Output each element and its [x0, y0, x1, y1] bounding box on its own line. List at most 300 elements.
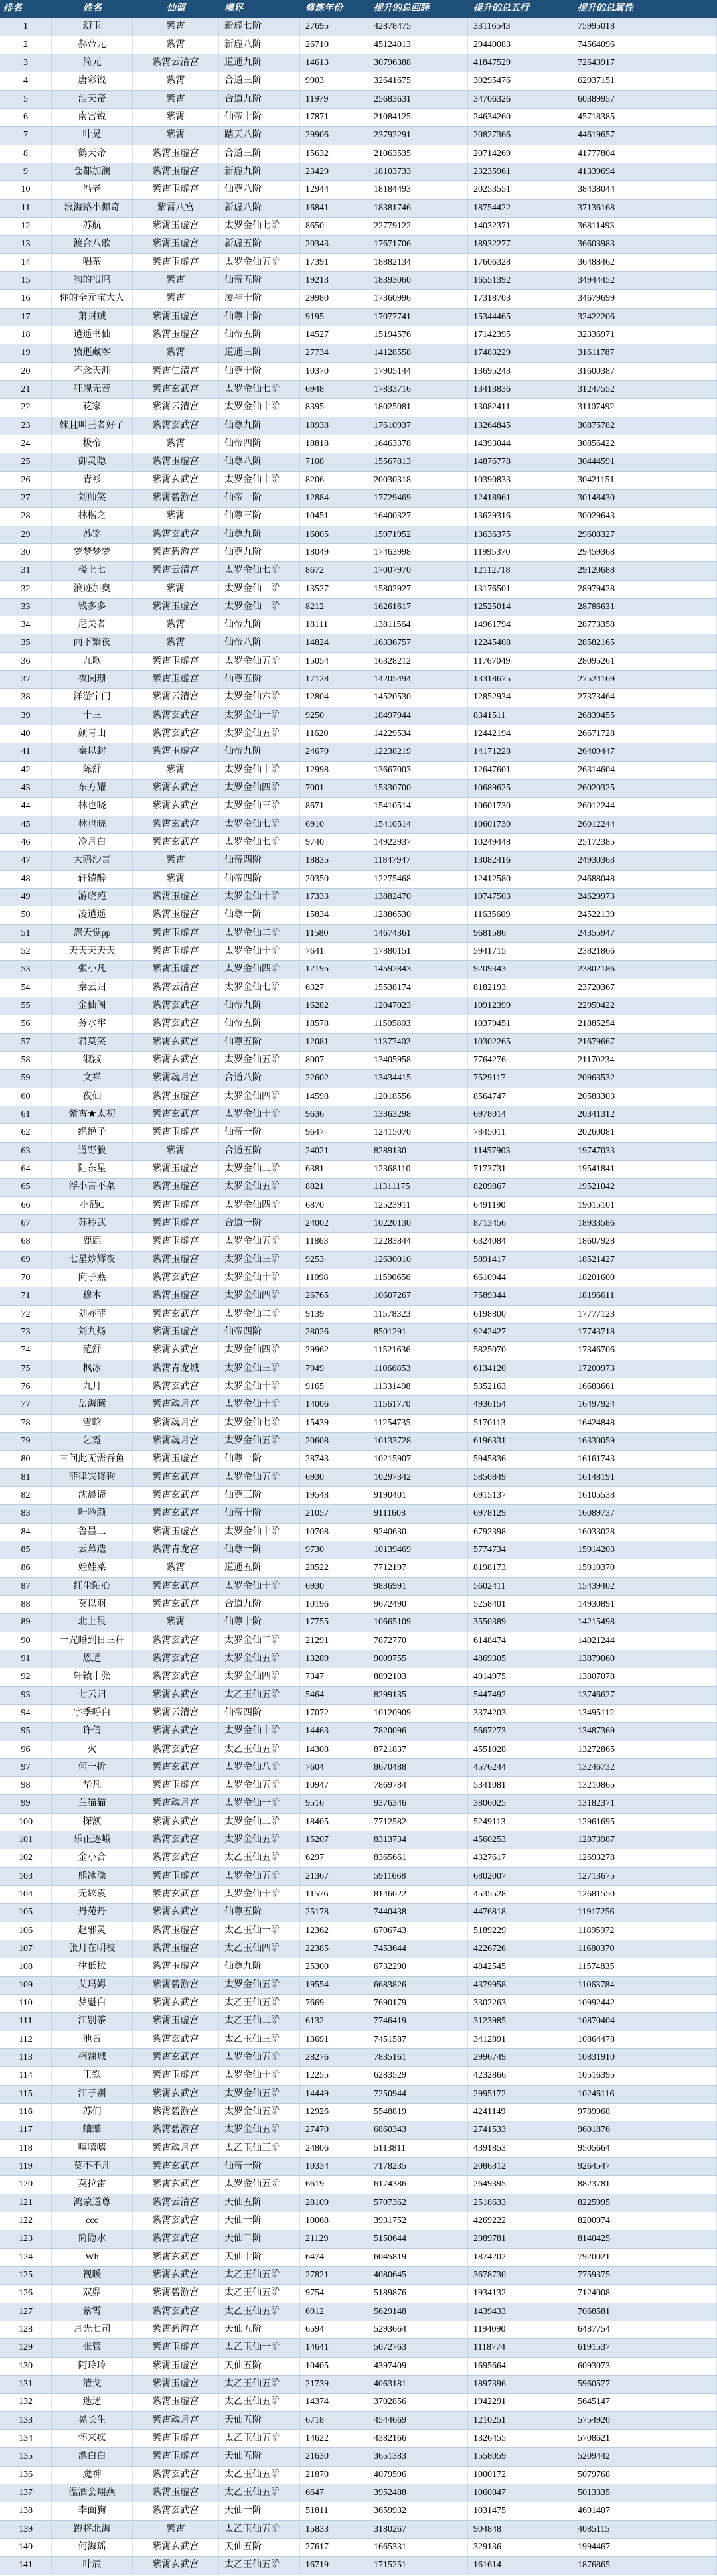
table-row[interactable] — [0, 1052, 717, 1070]
table-row[interactable] — [0, 72, 717, 90]
guild-cell: 紫霄玄武宫 — [133, 1831, 219, 1849]
guild-cell: 紫霄 — [133, 91, 219, 108]
table-row[interactable] — [0, 490, 717, 508]
header-rank[interactable]: 排名 — [3, 3, 22, 13]
total-wuxing-cell: 8713456 — [468, 1215, 572, 1232]
table-row[interactable] — [0, 834, 717, 852]
total-attribute-cell: 26012244 — [572, 816, 717, 833]
table-row[interactable] — [0, 2467, 717, 2484]
table-row[interactable] — [0, 2230, 717, 2248]
total-huishui-cell: 10120909 — [368, 1705, 468, 1722]
table-row[interactable] — [0, 381, 717, 399]
guild-cell: 紫霄玄武宫 — [133, 707, 219, 725]
header-realm[interactable]: 境界 — [224, 3, 243, 13]
total-attribute-cell: 29459368 — [572, 544, 717, 561]
table-row[interactable] — [0, 145, 717, 163]
table-row[interactable] — [0, 1342, 717, 1360]
guild-cell: 紫霄 — [133, 871, 219, 888]
name-cell: 浪迹加奥 — [52, 581, 133, 598]
total-attribute-cell: 16105538 — [572, 1487, 717, 1504]
table-row[interactable] — [0, 1233, 717, 1251]
realm-cell: 仙尊九阶 — [219, 1958, 300, 1975]
table-row[interactable] — [0, 1469, 717, 1487]
years-cell: 21739 — [300, 2376, 368, 2393]
realm-cell: 仙帝四阶 — [219, 852, 300, 869]
table-row[interactable] — [0, 127, 717, 145]
realm-cell: 太罗金仙五阶 — [219, 2049, 300, 2066]
table-row[interactable] — [0, 1070, 717, 1088]
total-attribute-cell: 20963532 — [572, 1070, 717, 1087]
name-cell: 淑淑 — [52, 1052, 133, 1069]
table-row[interactable] — [0, 1396, 717, 1414]
total-wuxing-cell: 29440083 — [468, 36, 572, 54]
table-row[interactable] — [0, 326, 717, 344]
total-huishui-cell: 4080645 — [368, 2267, 468, 2284]
years-cell: 11098 — [300, 1269, 368, 1287]
table-row[interactable] — [0, 2194, 717, 2212]
header-name[interactable]: 姓名 — [83, 3, 102, 13]
table-row[interactable] — [0, 1015, 717, 1033]
table-row[interactable] — [0, 1287, 717, 1305]
name-cell: 怨天觉pp — [52, 925, 133, 942]
guild-cell: 紫霄玄武宫 — [133, 2158, 219, 2175]
total-wuxing-cell: 3550389 — [468, 1614, 572, 1631]
table-row[interactable] — [0, 2013, 717, 2031]
table-row[interactable] — [0, 2394, 717, 2411]
table-row[interactable] — [0, 1161, 717, 1179]
total-attribute-cell: 9264547 — [572, 2158, 717, 2175]
table-row[interactable] — [0, 1886, 717, 1904]
table-row[interactable] — [0, 689, 717, 707]
table-row[interactable] — [0, 1451, 717, 1468]
table-row[interactable] — [0, 1524, 717, 1541]
total-huishui-cell: 16400327 — [368, 508, 468, 525]
total-huishui-cell: 5150644 — [368, 2230, 468, 2248]
total-huishui-cell: 14674361 — [368, 925, 468, 942]
table-row[interactable] — [0, 181, 717, 199]
header-years[interactable]: 修炼年份 — [305, 3, 343, 13]
table-row[interactable] — [0, 653, 717, 671]
table-row[interactable] — [0, 2412, 717, 2430]
table-row[interactable] — [0, 743, 717, 761]
guild-cell: 紫霄玄武宫 — [133, 2176, 219, 2193]
table-row[interactable] — [0, 1088, 717, 1106]
table-row[interactable] — [0, 1143, 717, 1161]
table-row[interactable] — [0, 997, 717, 1015]
total-wuxing-cell: 41847529 — [468, 54, 572, 72]
table-row[interactable] — [0, 2430, 717, 2448]
table-row[interactable] — [0, 1578, 717, 1596]
table-row[interactable] — [0, 218, 717, 236]
table-row[interactable] — [0, 925, 717, 943]
rank-cell: 65 — [0, 1179, 52, 1196]
table-row[interactable] — [0, 109, 717, 127]
table-row[interactable] — [0, 2212, 717, 2230]
total-huishui-cell: 10297342 — [368, 1469, 468, 1486]
realm-cell: 太罗金仙十阶 — [219, 472, 300, 489]
table-row[interactable] — [0, 2158, 717, 2176]
guild-cell: 紫霄云清宫 — [133, 54, 219, 72]
total-wuxing-cell: 1326455 — [468, 2430, 572, 2447]
table-row[interactable] — [0, 54, 717, 72]
rank-cell: 118 — [0, 2140, 52, 2157]
years-cell: 9165 — [300, 1378, 368, 1395]
total-attribute-cell: 13746627 — [572, 1687, 717, 1704]
table-row[interactable] — [0, 1705, 717, 1723]
realm-cell: 太罗金仙五阶 — [219, 1469, 300, 1486]
rank-cell: 139 — [0, 2521, 52, 2538]
rank-cell: 7 — [0, 127, 52, 144]
table-row[interactable] — [0, 344, 717, 362]
header-total-wuxing[interactable]: 提升的总五行 — [473, 3, 529, 13]
table-row[interactable] — [0, 1814, 717, 1831]
total-attribute-cell: 9789968 — [572, 2104, 717, 2121]
total-attribute-cell: 26409447 — [572, 743, 717, 760]
total-huishui-cell: 8146022 — [368, 1886, 468, 1903]
table-row[interactable] — [0, 1487, 717, 1505]
total-attribute-cell: 34944452 — [572, 272, 717, 289]
years-cell: 6718 — [300, 2412, 368, 2429]
total-huishui-cell: 18393060 — [368, 272, 468, 289]
table-row[interactable] — [0, 2285, 717, 2303]
rank-cell: 125 — [0, 2267, 52, 2284]
total-wuxing-cell: 10689625 — [468, 780, 572, 797]
rank-cell: 3 — [0, 54, 52, 72]
realm-cell: 太罗金仙四阶 — [219, 1342, 300, 1359]
table-row[interactable] — [0, 1433, 717, 1451]
table-row[interactable] — [0, 1958, 717, 1976]
name-cell: 甘问此无需吞鱼 — [52, 1451, 133, 1468]
guild-cell: 紫霄玄武宫 — [133, 1723, 219, 1740]
table-row[interactable] — [0, 671, 717, 689]
realm-cell: 太罗金仙六阶 — [219, 689, 300, 706]
table-row[interactable] — [0, 1849, 717, 1867]
name-cell: 极帝 — [52, 435, 133, 453]
table-row[interactable] — [0, 725, 717, 743]
total-attribute-cell: 31247552 — [572, 381, 717, 398]
total-attribute-cell: 17200973 — [572, 1360, 717, 1378]
guild-cell: 紫霄玄武宫 — [133, 834, 219, 851]
guild-cell: 紫霄 — [133, 109, 219, 126]
table-row[interactable] — [0, 780, 717, 798]
table-row[interactable] — [0, 1306, 717, 1324]
years-cell: 16719 — [300, 2557, 368, 2574]
table-row[interactable] — [0, 2484, 717, 2502]
table-row[interactable] — [0, 816, 717, 834]
table-row[interactable] — [0, 1378, 717, 1396]
total-attribute-cell: 13210865 — [572, 1777, 717, 1794]
table-row[interactable] — [0, 1614, 717, 1632]
table-row[interactable] — [0, 1922, 717, 1940]
realm-cell: 仙帝一阶 — [219, 490, 300, 507]
total-wuxing-cell: 1118774 — [468, 2339, 572, 2356]
table-row[interactable] — [0, 762, 717, 780]
header-total-huishui[interactable]: 提升的总回睡 — [374, 3, 430, 13]
rank-cell: 113 — [0, 2049, 52, 2066]
rank-cell: 76 — [0, 1378, 52, 1395]
table-row[interactable] — [0, 1777, 717, 1795]
table-row[interactable] — [0, 1269, 717, 1287]
rank-cell: 59 — [0, 1070, 52, 1087]
table-row[interactable] — [0, 1360, 717, 1378]
total-attribute-cell: 28095261 — [572, 653, 717, 670]
realm-cell: 仙帝五阶 — [219, 326, 300, 344]
table-row[interactable] — [0, 508, 717, 526]
table-row[interactable] — [0, 1977, 717, 1995]
years-cell: 29906 — [300, 127, 368, 144]
realm-cell: 天仙十阶 — [219, 2249, 300, 2266]
total-huishui-cell: 12415070 — [368, 1124, 468, 1141]
table-row[interactable] — [0, 2448, 717, 2466]
total-wuxing-cell: 904848 — [468, 2521, 572, 2538]
total-wuxing-cell: 6978129 — [468, 1505, 572, 1522]
realm-cell: 太乙玉仙五阶 — [219, 2430, 300, 2447]
table-row[interactable] — [0, 1995, 717, 2013]
table-row[interactable] — [0, 1106, 717, 1124]
table-row[interactable] — [0, 852, 717, 870]
total-wuxing-cell: 16551392 — [468, 272, 572, 289]
realm-cell: 太罗金仙三阶 — [219, 1252, 300, 1269]
name-cell: 夜仙 — [52, 1088, 133, 1106]
total-attribute-cell: 21170234 — [572, 1052, 717, 1069]
table-row[interactable] — [0, 1505, 717, 1523]
years-cell: 12195 — [300, 961, 368, 978]
total-huishui-cell: 7690179 — [368, 1995, 468, 2012]
name-cell: 花家 — [52, 399, 133, 416]
table-row[interactable] — [0, 1541, 717, 1559]
table-row[interactable] — [0, 979, 717, 997]
table-row[interactable] — [0, 871, 717, 889]
table-row[interactable] — [0, 1179, 717, 1196]
total-attribute-cell: 30444591 — [572, 453, 717, 470]
table-row[interactable] — [0, 1795, 717, 1813]
total-wuxing-cell: 1031475 — [468, 2502, 572, 2520]
table-row[interactable] — [0, 2557, 717, 2575]
realm-cell: 太罗金仙四阶 — [219, 1668, 300, 1685]
realm-cell: 合道一阶 — [219, 1215, 300, 1232]
table-row[interactable] — [0, 2521, 717, 2539]
name-cell: 七云归 — [52, 1687, 133, 1704]
total-huishui-cell: 9190401 — [368, 1487, 468, 1504]
total-wuxing-cell: 4936154 — [468, 1396, 572, 1413]
table-row[interactable] — [0, 581, 717, 599]
realm-cell: 太乙玉仙五阶 — [219, 2467, 300, 2484]
table-row[interactable] — [0, 399, 717, 417]
table-row[interactable] — [0, 1124, 717, 1142]
years-cell: 6297 — [300, 1849, 368, 1867]
table-row[interactable] — [0, 1324, 717, 1342]
name-cell: 熊冰澡 — [52, 1868, 133, 1885]
table-row[interactable] — [0, 1759, 717, 1777]
guild-cell: 紫霄魂月宫 — [133, 2140, 219, 2157]
table-row[interactable] — [0, 2049, 717, 2067]
table-row[interactable] — [0, 2502, 717, 2520]
name-cell: 艾玛姆 — [52, 1977, 133, 1994]
table-row[interactable] — [0, 2067, 717, 2085]
header-guild[interactable]: 仙盟 — [167, 3, 185, 13]
name-cell: 清戈 — [52, 2376, 133, 2393]
table-row[interactable] — [0, 707, 717, 725]
realm-cell: 仙尊五阶 — [219, 1034, 300, 1051]
realm-cell: 太乙玉仙五阶 — [219, 1741, 300, 1758]
total-attribute-cell: 17777123 — [572, 1306, 717, 1323]
rank-cell: 137 — [0, 2484, 52, 2502]
rank-cell: 134 — [0, 2430, 52, 2447]
table-row[interactable] — [0, 1940, 717, 1958]
total-wuxing-cell: 12112718 — [468, 562, 572, 579]
realm-cell: 天仙一阶 — [219, 2502, 300, 2520]
years-cell: 6912 — [300, 2303, 368, 2321]
years-cell: 17072 — [300, 1705, 368, 1722]
rank-cell: 110 — [0, 1995, 52, 2012]
total-attribute-cell: 30875782 — [572, 417, 717, 435]
table-row[interactable] — [0, 2031, 717, 2049]
total-attribute-cell: 6487754 — [572, 2321, 717, 2338]
table-row[interactable] — [0, 1197, 717, 1215]
total-huishui-cell: 3931752 — [368, 2212, 468, 2230]
table-row[interactable] — [0, 1252, 717, 1269]
total-wuxing-cell: 10390833 — [468, 472, 572, 489]
table-row[interactable] — [0, 961, 717, 979]
table-row[interactable] — [0, 290, 717, 308]
rank-cell: 102 — [0, 1849, 52, 1867]
table-row[interactable] — [0, 1831, 717, 1849]
total-huishui-cell: 12283844 — [368, 1233, 468, 1250]
table-row[interactable] — [0, 18, 717, 36]
table-row[interactable] — [0, 435, 717, 453]
table-row[interactable] — [0, 798, 717, 816]
guild-cell: 紫霄云清宫 — [133, 979, 219, 997]
table-row[interactable] — [0, 2176, 717, 2194]
years-cell: 28522 — [300, 1559, 368, 1577]
guild-cell: 紫霄 — [133, 616, 219, 634]
total-huishui-cell: 8501291 — [368, 1324, 468, 1341]
total-attribute-cell: 11680370 — [572, 1940, 717, 1958]
table-row[interactable] — [0, 2267, 717, 2285]
total-wuxing-cell: 5825070 — [468, 1342, 572, 1359]
total-attribute-cell: 19541841 — [572, 1161, 717, 1178]
table-row[interactable] — [0, 2303, 717, 2321]
table-row[interactable] — [0, 254, 717, 272]
table-row[interactable] — [0, 272, 717, 290]
realm-cell: 天仙五阶 — [219, 2321, 300, 2338]
table-row[interactable] — [0, 1650, 717, 1668]
total-attribute-cell: 5013335 — [572, 2484, 717, 2502]
realm-cell: 太罗金仙四阶 — [219, 1197, 300, 1214]
table-row[interactable] — [0, 363, 717, 381]
rank-cell: 12 — [0, 218, 52, 235]
name-cell: 向子燕 — [52, 1269, 133, 1287]
table-row[interactable] — [0, 634, 717, 652]
table-row[interactable] — [0, 562, 717, 580]
table-row[interactable] — [0, 236, 717, 253]
table-row[interactable] — [0, 1215, 717, 1233]
table-row[interactable] — [0, 163, 717, 181]
table-row[interactable] — [0, 309, 717, 326]
rank-cell: 119 — [0, 2158, 52, 2175]
table-row[interactable] — [0, 2249, 717, 2267]
header-total-attribute[interactable]: 提升的总属性 — [578, 3, 633, 13]
total-huishui-cell: 5911668 — [368, 1868, 468, 1885]
table-row[interactable] — [0, 1904, 717, 1922]
rank-cell: 20 — [0, 363, 52, 380]
rank-cell: 39 — [0, 707, 52, 725]
table-row[interactable] — [0, 453, 717, 471]
table-row[interactable] — [0, 1668, 717, 1686]
table-row[interactable] — [0, 2104, 717, 2121]
table-row[interactable] — [0, 1559, 717, 1577]
table-row[interactable] — [0, 1723, 717, 1741]
table-row[interactable] — [0, 544, 717, 562]
table-row[interactable] — [0, 36, 717, 54]
table-row[interactable] — [0, 616, 717, 634]
table-row[interactable] — [0, 2539, 717, 2557]
total-attribute-cell: 19521042 — [572, 1179, 717, 1196]
table-row[interactable] — [0, 1687, 717, 1705]
total-huishui-cell: 5113811 — [368, 2140, 468, 2157]
table-row[interactable] — [0, 2086, 717, 2104]
realm-cell: 太罗金仙十阶 — [219, 943, 300, 960]
table-row[interactable] — [0, 1034, 717, 1052]
name-cell: 叶晃 — [52, 127, 133, 144]
rank-cell: 101 — [0, 1831, 52, 1849]
table-row[interactable] — [0, 91, 717, 109]
table-row[interactable] — [0, 889, 717, 906]
name-cell: 苏航 — [52, 218, 133, 235]
guild-cell: 紫霄玉虚宫 — [133, 889, 219, 906]
table-row[interactable] — [0, 1596, 717, 1614]
table-row[interactable] — [0, 1868, 717, 1886]
years-cell: 29980 — [300, 290, 368, 307]
years-cell: 10708 — [300, 1524, 368, 1541]
total-huishui-cell: 3952488 — [368, 2484, 468, 2502]
years-cell: 28276 — [300, 2049, 368, 2066]
table-row[interactable] — [0, 417, 717, 435]
total-wuxing-cell: 24634260 — [468, 109, 572, 126]
total-attribute-cell: 19747033 — [572, 1143, 717, 1160]
table-row[interactable] — [0, 2358, 717, 2376]
total-huishui-cell: 9240630 — [368, 1524, 468, 1541]
table-row[interactable] — [0, 526, 717, 544]
table-row[interactable] — [0, 2339, 717, 2357]
rank-cell: 136 — [0, 2467, 52, 2484]
years-cell: 17391 — [300, 254, 368, 271]
table-row[interactable] — [0, 2321, 717, 2339]
table-row[interactable] — [0, 906, 717, 924]
rank-cell: 88 — [0, 1596, 52, 1613]
name-cell: 幻玉 — [52, 18, 133, 35]
total-wuxing-cell: 17142395 — [468, 326, 572, 344]
total-wuxing-cell: 7173731 — [468, 1161, 572, 1178]
table-row[interactable] — [0, 2376, 717, 2394]
table-row[interactable] — [0, 2121, 717, 2139]
table-row[interactable] — [0, 472, 717, 490]
total-wuxing-cell: 4232866 — [468, 2067, 572, 2084]
realm-cell: 太罗金仙十阶 — [219, 1106, 300, 1123]
table-row[interactable] — [0, 599, 717, 616]
realm-cell: 太罗金仙二阶 — [219, 1306, 300, 1323]
table-row[interactable] — [0, 1415, 717, 1433]
table-row[interactable] — [0, 2140, 717, 2158]
years-cell: 28109 — [300, 2194, 368, 2212]
total-wuxing-cell: 11457903 — [468, 1143, 572, 1160]
table-row[interactable] — [0, 943, 717, 961]
table-row[interactable] — [0, 1632, 717, 1650]
name-cell: 探额 — [52, 1814, 133, 1831]
table-row[interactable] — [0, 1741, 717, 1759]
table-row[interactable] — [0, 200, 717, 218]
total-attribute-cell: 5960577 — [572, 2376, 717, 2393]
